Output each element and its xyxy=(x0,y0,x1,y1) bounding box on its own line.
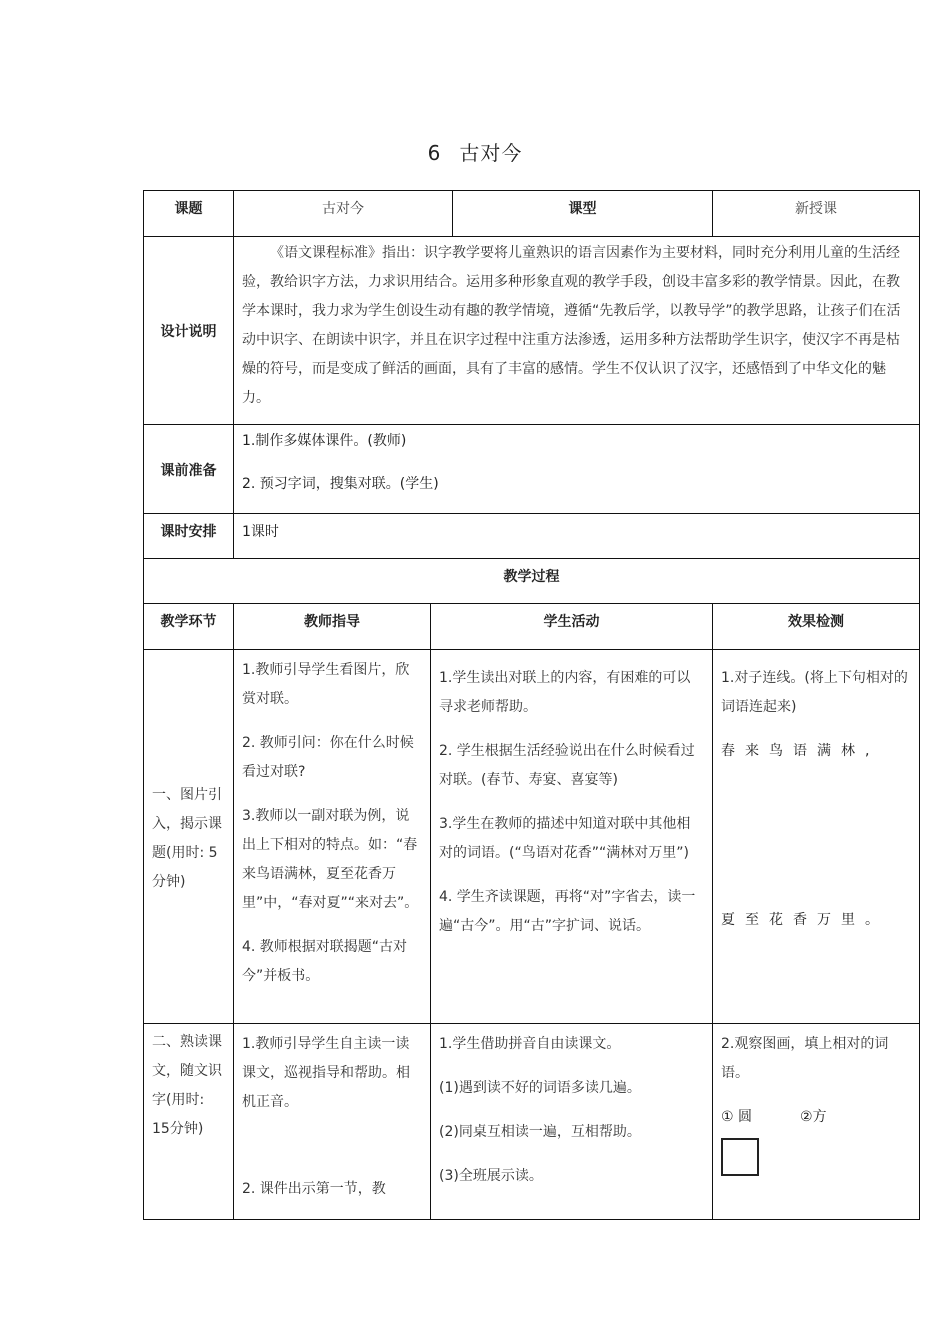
lesson-number: 6 xyxy=(427,141,442,165)
type-value: 新授课 xyxy=(713,191,920,237)
prep-item: 2. 预习字词，搜集对联。(学生) xyxy=(242,476,439,492)
lesson-title: 古对今 xyxy=(459,141,523,165)
prep-item: 1.制作多媒体课件。(教师) xyxy=(242,433,407,449)
prep-row xyxy=(144,425,920,514)
page-title xyxy=(0,137,950,166)
couplet-line: 春来鸟语满林, xyxy=(721,743,880,759)
design-text: 《语文课程标准》指出：识字教学要将儿童熟识的语言因素作为主要材料，同时充分利用儿童的生活经验，教给识字方法，力求识用结合。运用多种形象直观的教学手段，创设丰富多彩的教学情景。因此，在教学本课时，我力求为学生创设生动有趣的教学情境，遵循“先教后学，以教导学”的教学思路，让孩子们在活动中识字、在朗读中识字，并且在识字过程中注重方法渗透，运用多种方法帮助学生识字，使汉字不再是枯燥的符号，而是变成了鲜活的画面，具有了丰富的感情。学生不仅认识了汉字，还感悟到了中华文化的魅力。 xyxy=(242,245,901,406)
teacher-step: 4. 教师根据对联揭题“古对今”并板书。 xyxy=(242,939,408,984)
couplet-line: 夏至花香万里。 xyxy=(721,912,889,928)
square-box xyxy=(721,1138,759,1176)
teacher-step: 3.教师以一副对联为例，说出上下相对的特点。如：“春来鸟语满林，夏至花香万里”中，“春对夏”“来对去”。 xyxy=(242,808,419,911)
prep-label: 课前准备 xyxy=(144,425,234,514)
teacher-step: 2. 课件出示第一节，教 xyxy=(242,1181,386,1197)
stage2-row xyxy=(144,1024,920,1220)
column-header: 教学环节 xyxy=(144,604,234,650)
design-row xyxy=(144,237,920,425)
student-step: 1.学生借助拼音自由读课文。 xyxy=(439,1036,621,1052)
topic-value: 古对今 xyxy=(234,191,453,237)
column-header: 学生活动 xyxy=(431,604,713,650)
stage-name: 二、熟读课文，随文识字(用时: 15分钟) xyxy=(144,1024,234,1220)
stage2-student xyxy=(431,1024,713,1220)
teacher-step: 2. 教师引问：你在什么时候看过对联? xyxy=(242,735,414,780)
column-header: 教师指导 xyxy=(234,604,431,650)
column-header-row xyxy=(144,604,920,650)
check-intro: 2.观察图画，填上相对的词语。 xyxy=(721,1036,889,1081)
process-header: 教学过程 xyxy=(144,559,920,604)
topic-label: 课题 xyxy=(144,191,234,237)
student-step: (3)全班展示读。 xyxy=(439,1168,543,1184)
option-square: ②方 xyxy=(800,1109,827,1125)
student-step: 3.学生在教师的描述中知道对联中其他相对的词语。(“鸟语对花香”“满林对万里”) xyxy=(439,816,691,861)
design-label: 设计说明 xyxy=(144,237,234,425)
teacher-step: 1.教师引导学生自主读一读课文，巡视指导和帮助。相机正音。 xyxy=(242,1036,410,1110)
stage1-check xyxy=(713,650,920,1024)
process-header-row xyxy=(144,559,920,604)
stage1-teacher xyxy=(234,650,431,1024)
prep-cell xyxy=(234,425,920,514)
student-step: 2. 学生根据生活经验说出在什么时候看过对联。(春节、寿宴、喜宴等) xyxy=(439,743,695,788)
check-intro: 1.对子连线。(将上下句相对的词语连起来) xyxy=(721,670,908,715)
option-circle: ① 圆 xyxy=(721,1109,753,1125)
stage2-teacher xyxy=(234,1024,431,1220)
stage1-student xyxy=(431,650,713,1024)
teacher-step: 1.教师引导学生看图片，欣赏对联。 xyxy=(242,662,410,707)
student-step: 4. 学生齐读课题，再将“对”字省去，读一遍“古今”。用“古”字扩词、说话。 xyxy=(439,889,696,934)
student-step: (1)遇到读不好的词语多读几遍。 xyxy=(439,1080,641,1096)
column-header: 效果检测 xyxy=(713,604,920,650)
stage1-row xyxy=(144,650,920,1024)
student-step: 1.学生读出对联上的内容，有困难的可以寻求老师帮助。 xyxy=(439,670,691,715)
student-step: (2)同桌互相读一遍，互相帮助。 xyxy=(439,1124,641,1140)
schedule-value: 1课时 xyxy=(234,514,920,559)
stage2-check xyxy=(713,1024,920,1220)
lesson-plan-table xyxy=(143,190,920,1220)
schedule-label: 课时安排 xyxy=(144,514,234,559)
topic-row xyxy=(144,191,920,237)
design-cell xyxy=(234,237,920,425)
schedule-row xyxy=(144,514,920,559)
stage-name: 一、图片引入，揭示课题(用时: 5分钟) xyxy=(144,650,234,1024)
type-label: 课型 xyxy=(453,191,713,237)
